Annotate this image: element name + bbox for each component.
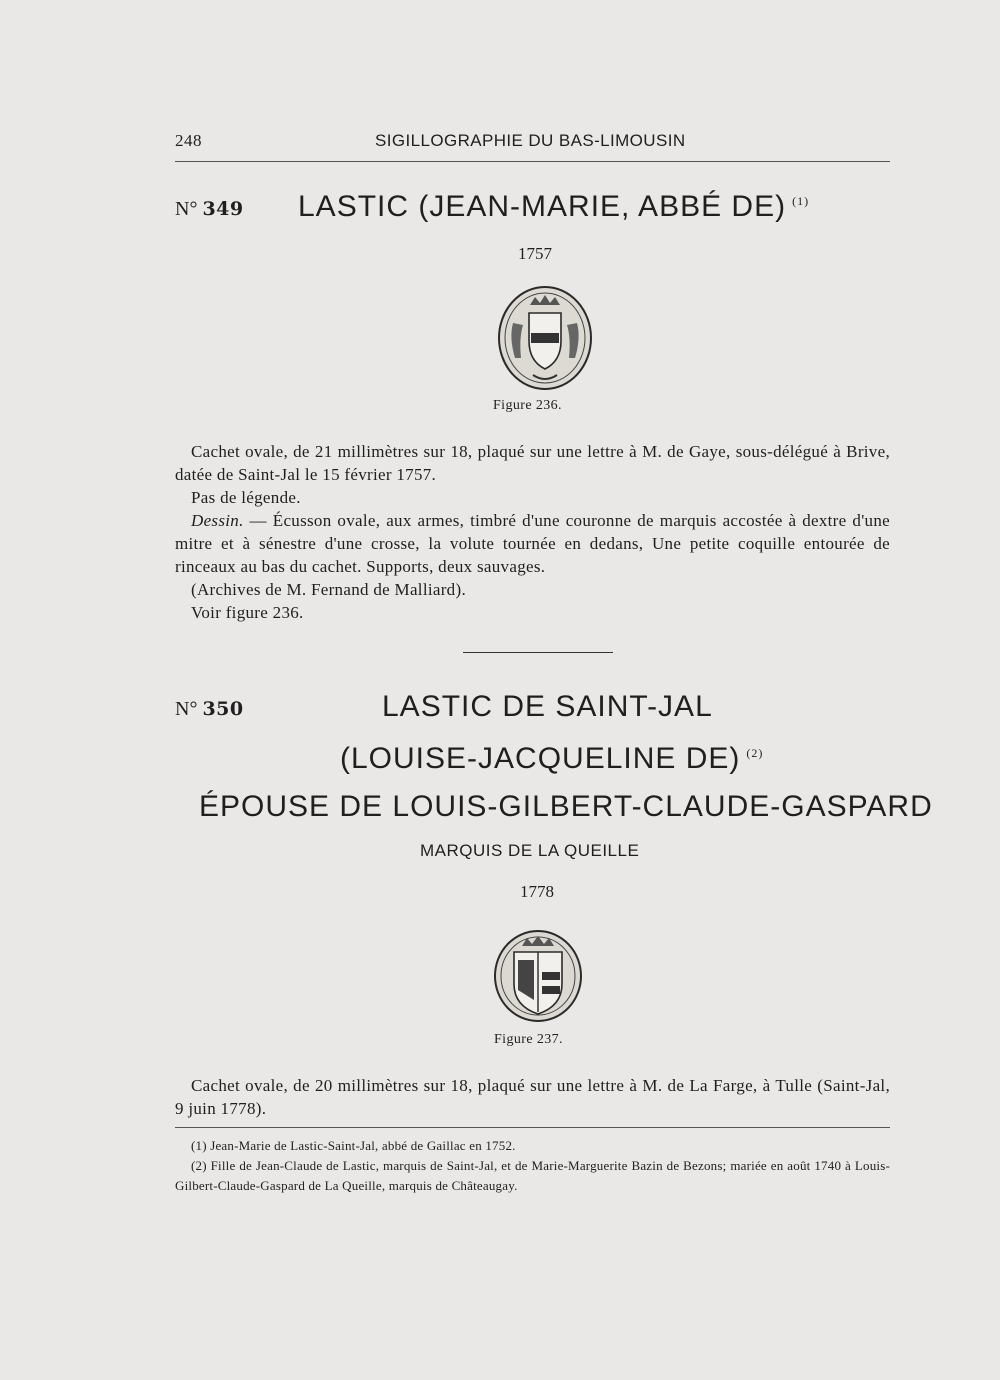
seal-image-237 bbox=[492, 928, 584, 1024]
entry-350-title-line1: LASTIC DE SAINT-JAL bbox=[382, 690, 713, 723]
paragraph-archives: (Archives de M. Fernand de Malliard). bbox=[191, 580, 466, 599]
paragraph-voir: Voir figure 236. bbox=[191, 603, 304, 622]
header-rule bbox=[175, 161, 890, 162]
entry-350-description bbox=[175, 1074, 890, 1120]
footnotes bbox=[175, 1136, 890, 1196]
entry-349-title bbox=[298, 190, 809, 224]
paragraph-cachet-350: Cachet ovale, de 20 millimètres sur 18, plaqué sur une lettre à M. de La Farge, à Tulle (Saint-Jal, 9 juin 1778). bbox=[175, 1076, 890, 1118]
paragraph-legende: Pas de légende. bbox=[191, 488, 301, 507]
entry-349-description bbox=[175, 440, 890, 624]
page-number: 248 bbox=[175, 131, 202, 150]
footnote-1: (1) Jean-Marie de Lastic-Saint-Jal, abbé de Gaillac en 1752. bbox=[191, 1138, 516, 1153]
entry-number-prefix: N° bbox=[175, 198, 198, 220]
entry-349-number bbox=[175, 198, 244, 221]
entry-350-subtitle: MARQUIS DE LA QUEILLE bbox=[420, 841, 640, 860]
running-title: SIGILLOGRAPHIE DU BAS-LIMOUSIN bbox=[375, 131, 686, 150]
entry-title: LASTIC (JEAN-MARIE, ABBÉ DE) bbox=[298, 190, 787, 223]
seal-image-236 bbox=[495, 283, 595, 393]
dessin-text: — Écusson ovale, aux armes, timbré d'une couronne de marquis accostée à dextre d'une mitre et à sénestre d'une crosse, la volute tournée en dedans, Une petite coquille entourée de rinceaux au bas du cachet. Supports, deux sauvages. bbox=[175, 511, 890, 576]
entry-350-title-line2 bbox=[340, 742, 763, 776]
paragraph-cachet: Cachet ovale, de 21 millimètres sur 18, plaqué sur une lettre à M. de Gaye, sous-délégué à Brive, datée de Saint-Jal le 15 février 1757. bbox=[175, 442, 890, 484]
section-divider bbox=[463, 652, 613, 653]
footnote-2: (2) Fille de Jean-Claude de Lastic, marquis de Saint-Jal, et de Marie-Marguerite Bazin de Bezons; mariée en août 1740 à Louis-Gilbert-Claude-Gaspard de La Queille, marquis de Châteaugay. bbox=[175, 1158, 890, 1193]
entry-349-year: 1757 bbox=[518, 244, 552, 263]
footnote-ref-2[interactable]: (2) bbox=[746, 746, 764, 760]
footnote-rule bbox=[175, 1127, 890, 1128]
entry-350-number bbox=[175, 698, 244, 721]
figure-caption-236: Figure 236. bbox=[493, 398, 562, 413]
entry-number: 350 bbox=[202, 698, 244, 720]
entry-350-title-line3: ÉPOUSE DE LOUIS-GILBERT-CLAUDE-GASPARD bbox=[199, 790, 933, 823]
paragraph-dessin bbox=[175, 509, 890, 578]
dessin-label: Dessin. bbox=[191, 511, 244, 530]
entry-title-line2: (LOUISE-JACQUELINE DE) bbox=[340, 742, 741, 775]
entry-number: 349 bbox=[202, 198, 244, 220]
footnote-ref-1[interactable]: (1) bbox=[792, 194, 810, 208]
figure-caption-237: Figure 237. bbox=[494, 1032, 563, 1047]
entry-number-prefix: N° bbox=[175, 698, 198, 720]
entry-350-year: 1778 bbox=[520, 882, 554, 901]
